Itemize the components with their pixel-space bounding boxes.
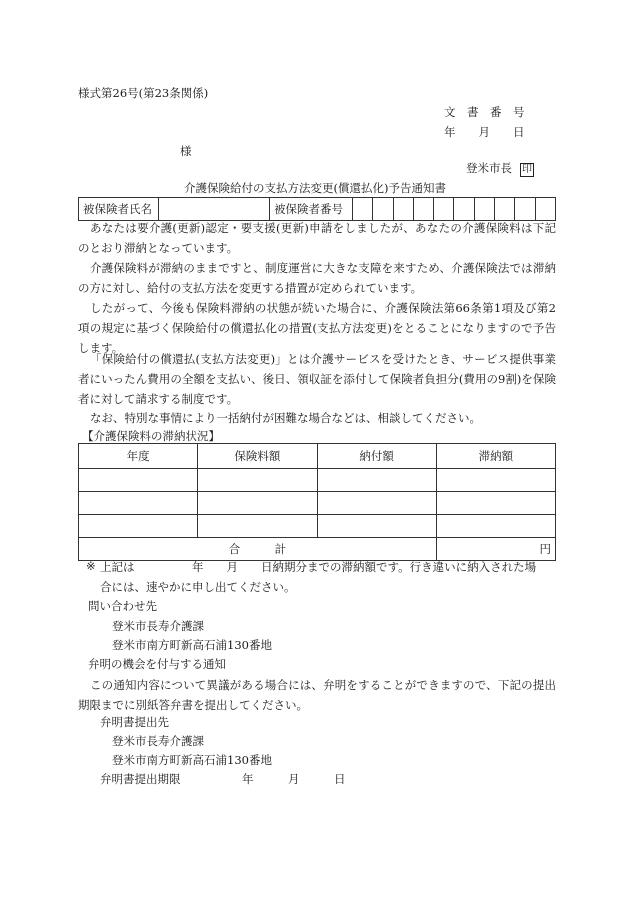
body-paragraph: あなたは要介護(更新)認定・要支援(更新)申請をしましたが、あなたの介護保険料は下記のとおり滞納となっています。 — [78, 221, 556, 255]
table-cell[interactable] — [436, 492, 555, 515]
table-cell[interactable] — [198, 492, 317, 515]
table-row — [79, 492, 556, 515]
deadline-label: 弁明書提出期限 — [100, 772, 181, 786]
contact-address: 登米市南方町新高石浦130番地 — [112, 638, 272, 652]
table-cell[interactable] — [198, 469, 317, 492]
note-line-1: 上記は 年 月 日納期分までの滞納額です。行き違いに納入された場 — [100, 560, 537, 574]
table-cell[interactable] — [317, 469, 436, 492]
insured-number-label: 被保険者番号 — [270, 198, 353, 221]
hearing-text: この通知内容について異議がある場合には、弁明をすることができますので、下記の提出期限までに別紙答弁書を提出してください。 — [78, 678, 556, 712]
table-cell[interactable] — [436, 515, 555, 538]
total-label: 合 計 — [79, 538, 437, 561]
note-mark: ※ — [86, 559, 96, 573]
table-row — [79, 515, 556, 538]
column-header: 納付額 — [317, 444, 436, 469]
table-cell[interactable] — [79, 469, 198, 492]
hearing-heading: 弁明の機会を付与する通知 — [88, 657, 226, 671]
addressee-suffix: 様 — [180, 144, 192, 158]
document-title: 介護保険給付の支払方法変更(償還払化)予告通知書 — [184, 181, 446, 195]
body-paragraph: したがって、今後も保険料滞納の状態が続いた場合に、介護保険法第66条第1項及び第2項の規定に基づく保険給付の償還払化の措置(支払方法変更)をとることになりますので予告します。 — [78, 301, 556, 355]
column-header: 保険料額 — [198, 444, 317, 469]
arrears-header-row — [79, 444, 556, 469]
submission-address: 登米市南方町新高石浦130番地 — [112, 753, 272, 767]
total-row — [79, 538, 556, 561]
arrears-heading: 【介護保険料の滞納状況】 — [82, 429, 220, 443]
body-paragraph: 「保険給付の償還払(支払方法変更)」とは介護サービスを受けたとき、サービス提供事業者にいったん費用の全額を支払い、後日、領収証を添付して保険者負担分(費用の9割)を保険者に対して請求する制度です。 — [78, 352, 556, 406]
total-amount[interactable]: 円 — [436, 538, 555, 561]
submission-label: 弁明書提出先 — [100, 715, 169, 729]
insured-name-label: 被保険者氏名 — [79, 198, 159, 221]
body-paragraph: 介護保険料が滞納のままですと、制度運営に大きな支障を来すため、介護保険法では滞納の方に対し、給付の支払方法を変更する措置が定められています。 — [78, 261, 556, 295]
table-cell[interactable] — [317, 492, 436, 515]
date-label: 年 月 日 — [444, 125, 525, 139]
arrears-table — [78, 443, 556, 561]
table-cell[interactable] — [198, 515, 317, 538]
table-cell[interactable] — [317, 515, 436, 538]
submission-department: 登米市長寿介護課 — [112, 734, 204, 748]
table-row — [79, 469, 556, 492]
deadline-date: 年 月 日 — [242, 772, 346, 786]
table-cell[interactable] — [79, 515, 198, 538]
column-header: 滞納額 — [436, 444, 555, 469]
issuer-name: 登米市長 — [466, 161, 512, 175]
note-line-2: 合には、速やかに申し出てください。 — [100, 580, 296, 594]
contact-department: 登米市長寿介護課 — [112, 619, 204, 633]
column-header: 年度 — [79, 444, 198, 469]
body-paragraph: なお、特別な事情により一括納付が困難な場合などは、相談してください。 — [90, 411, 481, 425]
document-number-label: 文 書 番 号 — [444, 105, 525, 119]
form-number: 様式第26号(第23条関係) — [78, 86, 209, 100]
table-cell[interactable] — [79, 492, 198, 515]
table-cell[interactable] — [436, 469, 555, 492]
seal-mark: 印 — [522, 164, 532, 175]
contact-label: 問い合わせ先 — [88, 599, 157, 613]
issuer-line — [466, 160, 534, 177]
